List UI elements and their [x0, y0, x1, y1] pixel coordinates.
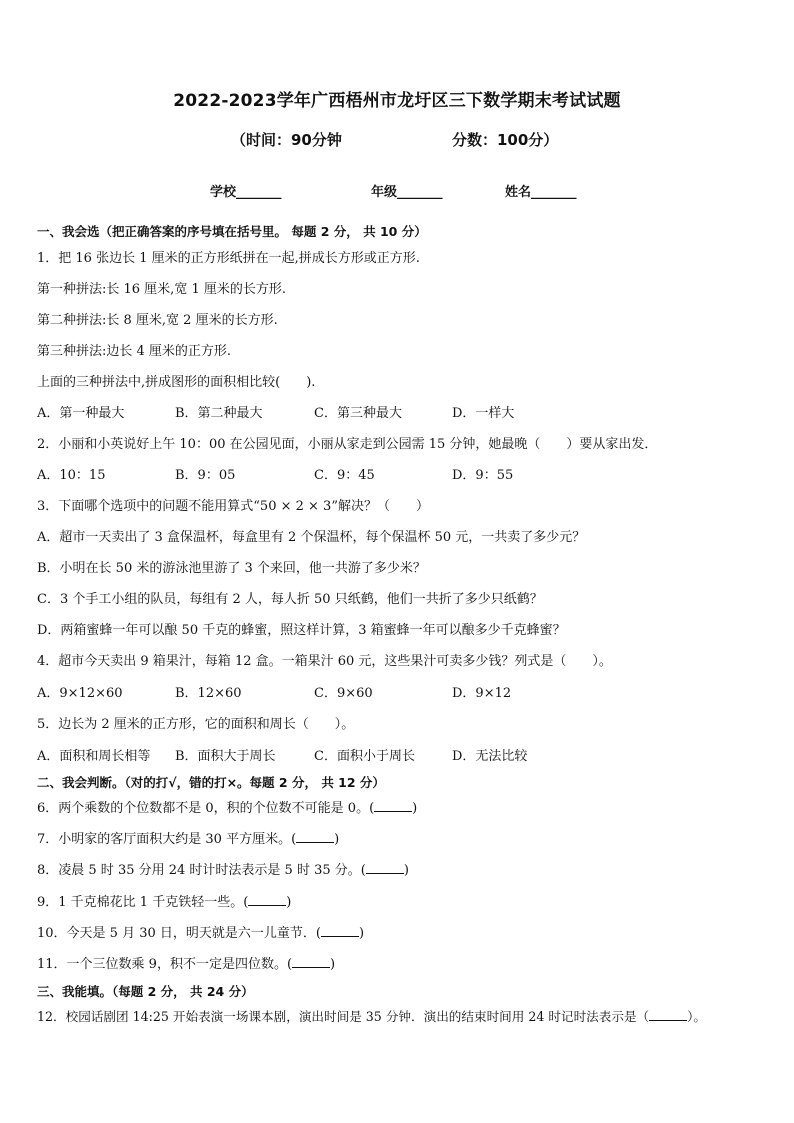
q8-text: 8．凌晨 5 时 35 分用 24 时计时法表示是 5 时 35 分。( [37, 863, 366, 878]
q6-text: 6．两个乘数的个位数都不是 0，积的个位数不可能是 0。( [37, 801, 375, 816]
grade-field[interactable]: 年级_______ [371, 185, 443, 200]
section-1-heading: 一、我会选（把正确答案的序号填在括号里。 每题 2 分， 共 10 分） [37, 224, 427, 239]
q11-answer-blank[interactable] [292, 955, 330, 968]
section-3-heading: 三、我能填。（每题 2 分， 共 24 分） [37, 984, 254, 999]
q3-option-a[interactable]: A．超市一天卖出了 3 盒保温杯，每盒里有 2 个保温杯，每个保温杯 50 元，一共卖了多少元？ [37, 530, 586, 545]
q9-close: ) [286, 895, 292, 910]
q9 [37, 893, 770, 913]
q1-option-b[interactable]: B．第二种最大 [175, 406, 263, 421]
q8-answer-blank[interactable] [366, 861, 404, 874]
school-field[interactable]: 学校_______ [210, 185, 282, 200]
q12-answer-blank[interactable] [649, 1008, 687, 1021]
q4-option-b[interactable]: B．12×60 [175, 686, 242, 701]
q12-text: 12．校园话剧团 14:25 开始表演一场课本剧，演出时间是 35 分钟．演出的结束时间用 24 时记时法表示是（ [37, 1009, 650, 1024]
q9-answer-blank[interactable] [248, 893, 286, 906]
q10 [37, 924, 770, 944]
q7-close: ) [334, 832, 340, 847]
page-title: 2022-2023学年广西梧州市龙圩区三下数学期末考试试题 [173, 91, 621, 111]
q4-option-d[interactable]: D．9×12 [452, 686, 512, 701]
q9-text: 9．1 千克棉花比 1 千克铁轻一些。( [37, 895, 249, 910]
q3-option-d[interactable]: D．两箱蜜蜂一年可以酿 50 千克的蜂蜜，照这样计算，3 箱蜜蜂一年可以酿多少千克蜂蜜？ [37, 623, 566, 638]
exam-score: 分数：100分） [452, 131, 559, 149]
q2-option-c[interactable]: C．9：45 [314, 468, 375, 483]
q2-stem: 2．小丽和小英说好上午 10：00 在公园见面，小丽从家走到公园需 15 分钟，她最晚（ ）要从家出发． [37, 437, 658, 452]
q7-text: 7．小明家的客厅面积大约是 30 平方厘米。( [37, 832, 297, 847]
q12-tail: ）。 [687, 1009, 707, 1024]
q1-option-d[interactable]: D．一样大 [452, 406, 515, 421]
q3-stem: 3．下面哪个选项中的问题不能用算式“50 × 2 × 3”解决？（ ） [37, 499, 429, 514]
section-2-heading: 二、我会判断。（对的打√，错的打×。每题 2 分， 共 12 分） [37, 775, 385, 790]
q10-answer-blank[interactable] [321, 924, 359, 937]
q5-option-b[interactable]: B．面积大于周长 [175, 749, 276, 764]
q6-answer-blank[interactable] [374, 799, 412, 812]
q1-stem: 1．把 16 张边长 1 厘米的正方形纸拼在一起,拼成长方形或正方形. [37, 251, 420, 266]
q11-text: 11．一个三位数乘 9，积不一定是四位数。( [37, 957, 293, 972]
q1-line-3: 第三种拼法:边长 4 厘米的正方形. [37, 344, 232, 359]
q10-text: 10．今天是 5 月 30 日，明天就是六一儿童节．( [37, 926, 321, 941]
q1-option-a[interactable]: A．第一种最大 [37, 406, 125, 421]
q8 [37, 861, 770, 881]
q8-close: ) [403, 863, 409, 878]
q1-ask: 上面的三种拼法中,拼成图形的面积相比较( ). [37, 375, 316, 390]
q1-line-1: 第一种拼法:长 16 厘米,宽 1 厘米的长方形. [37, 282, 286, 297]
q7 [37, 830, 770, 850]
q5-option-c[interactable]: C．面积小于周长 [314, 749, 415, 764]
q3-option-c[interactable]: C．3 个手工小组的队员，每组有 2 人，每人折 50 只纸鹤，他们一共折了多少只纸鹤？ [37, 592, 543, 607]
q2-option-d[interactable]: D．9：55 [452, 468, 514, 483]
exam-time: （时间：90分钟 [231, 131, 342, 149]
q11-close: ) [330, 957, 336, 972]
q4-stem: 4．超市今天卖出 9 箱果汁，每箱 12 盒。一箱果汁 60 元，这些果汁可卖多少钱？列式是（ ）。 [37, 654, 612, 669]
q3-option-b[interactable]: B．小明在长 50 米的游泳池里游了 3 个来回，他一共游了多少米？ [37, 561, 426, 576]
q4-option-a[interactable]: A．9×12×60 [37, 686, 123, 701]
q5-stem: 5．边长为 2 厘米的正方形，它的面积和周长（ ）。 [37, 717, 355, 732]
q5-option-d[interactable]: D．无法比较 [452, 749, 528, 764]
q7-answer-blank[interactable] [296, 830, 334, 843]
q1-line-2: 第二种拼法:长 8 厘米,宽 2 厘米的长方形. [37, 313, 278, 328]
q2-option-b[interactable]: B．9：05 [175, 468, 236, 483]
q2-option-a[interactable]: A．10：15 [37, 468, 106, 483]
q6-close: ) [412, 801, 418, 816]
q4-option-c[interactable]: C．9×60 [314, 686, 373, 701]
name-field[interactable]: 姓名_______ [505, 185, 577, 200]
q10-close: ) [358, 926, 365, 941]
q11 [37, 955, 770, 975]
q1-option-c[interactable]: C．第三种最大 [314, 406, 402, 421]
q6 [37, 799, 770, 819]
q12 [37, 1007, 770, 1027]
q5-option-a[interactable]: A．面积和周长相等 [37, 749, 151, 764]
